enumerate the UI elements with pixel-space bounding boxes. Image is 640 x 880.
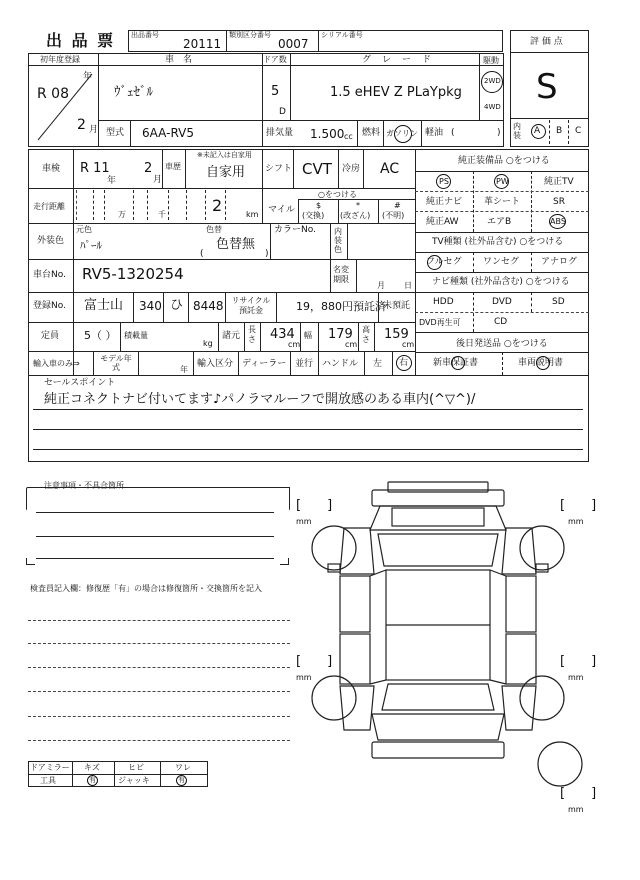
plate-class: 340 xyxy=(139,299,162,313)
first-reg-year-unit: 年 xyxy=(83,72,93,82)
fuel-paren-close: ) xyxy=(497,128,501,138)
mileage-star: * xyxy=(356,201,360,210)
grade-label: グ レ ー ド xyxy=(362,55,433,65)
door-count: 5 xyxy=(271,84,280,99)
caution-label: 注意事項・不具合箇所 xyxy=(44,481,124,490)
orig-color-label: 元色 xyxy=(76,225,92,234)
model-label: 型式 xyxy=(106,128,125,138)
width-value: 179 xyxy=(328,327,353,342)
inspection-month-unit: 月 xyxy=(153,175,163,185)
scratch-label: キズ xyxy=(84,763,100,772)
fuel-diesel: 軽油 xyxy=(425,128,444,138)
mileage-man-unit: 万 xyxy=(118,210,126,219)
navi-sd: SD xyxy=(552,297,565,307)
serial-label: シリアル番号 xyxy=(321,31,363,39)
mm-bracket-front-left: [ ] xyxy=(296,498,333,513)
mm-label-rear-left: mm xyxy=(296,673,312,682)
ac-value: AC xyxy=(380,161,400,177)
navi-hdd: HDD xyxy=(433,297,454,307)
name-change-month: 月 xyxy=(377,281,385,290)
fuel-label: 燃料 xyxy=(362,128,381,138)
plate-number: 8448 xyxy=(193,299,224,313)
tv-oneseg: ワンセグ xyxy=(483,257,520,267)
fuel-paren-open: ( xyxy=(451,128,455,138)
equip-aw: 純正AW xyxy=(426,217,459,227)
handle-label: ハンドル xyxy=(322,359,359,369)
mileage-dollar-sub: (交換) xyxy=(302,211,325,220)
score-label: 評 価 点 xyxy=(530,37,563,47)
jack-label: ジャッキ xyxy=(118,776,150,785)
first-reg-label: 初年度登録 xyxy=(40,55,80,64)
tool-label: 工具 xyxy=(40,776,56,785)
load-label: 積載量 xyxy=(124,331,148,340)
caution-bracket-br xyxy=(280,558,289,565)
tool-have: 有 xyxy=(89,776,96,784)
handle-right: 右 xyxy=(399,358,409,368)
lot-label: 出品番号 xyxy=(131,31,159,39)
cc-value: 1.500 xyxy=(310,127,345,141)
model-value: 6AA-RV5 xyxy=(142,126,194,140)
category-label: 類別区分番号 xyxy=(229,31,271,39)
mile-label: マイル xyxy=(268,205,295,215)
mileage-sen-unit: 千 xyxy=(158,210,166,219)
fuel-gasoline: ガソリン xyxy=(386,129,418,138)
mm-label-spare: mm xyxy=(568,805,584,814)
model-year-unit: 年 xyxy=(180,365,188,374)
navi-dvd-play: DVD再生可 xyxy=(419,318,461,327)
mm-bracket-rear-right: [ ] xyxy=(560,654,597,669)
break-label: ワレ xyxy=(175,763,191,772)
color-change-label: 色替 xyxy=(206,225,222,234)
inspection-label: 車検 xyxy=(42,164,61,174)
inspection-year-unit: 年 xyxy=(107,176,117,186)
chassis-value: RV5-1320254 xyxy=(82,265,184,283)
mm-label-front-left: mm xyxy=(296,517,312,526)
car-body-diagram xyxy=(300,478,590,818)
load-kg-unit: kg xyxy=(203,339,213,348)
length-label: 長さ xyxy=(248,325,256,344)
capacity-value: 5（ ） xyxy=(84,329,117,342)
mm-bracket-spare: [ ] xyxy=(560,786,597,801)
equip-leather: 革シート xyxy=(484,197,521,207)
navi-cd: CD xyxy=(494,317,508,327)
equip-sr: SR xyxy=(553,197,565,207)
equip-pw: PW xyxy=(496,177,509,186)
width-label: 幅 xyxy=(304,331,312,340)
caution-bracket-bl xyxy=(26,558,35,565)
navi-header: ナビ種類 (社外品含む) ○をつける xyxy=(432,277,570,287)
ac-label: 冷房 xyxy=(342,164,361,174)
inspector-label: 検査員記入欄：修復歴「有」の場合は修復箇所・交換箇所を記入 xyxy=(30,584,262,593)
door-type: D xyxy=(279,107,286,117)
inspection-month: 2 xyxy=(144,161,153,176)
height-cm-unit: cm xyxy=(402,340,415,349)
mm-label-front-right: mm xyxy=(568,517,584,526)
drive-2wd: 2WD xyxy=(484,77,501,85)
sales-point-label: セールスポイント xyxy=(44,378,116,388)
orig-color-value: ﾊﾟｰﾙ xyxy=(80,239,102,252)
sales-point-text: 純正コネクトナビ付いてます♪パノラマルーフで開放感のある車内(^▽^)/ xyxy=(44,392,476,407)
interior-color-label: 内装色 xyxy=(334,227,342,254)
inspection-year: R 11 xyxy=(80,161,110,176)
model-year-label: モデル年式 xyxy=(100,354,132,372)
equip-airbag: エアB xyxy=(487,217,512,227)
cc-label: 排気量 xyxy=(266,128,294,138)
first-reg-month: 2 xyxy=(77,117,86,133)
mm-bracket-rear-left: [ ] xyxy=(296,654,333,669)
mm-label-rear-right: mm xyxy=(568,673,584,682)
mm-bracket-front-right: [ ] xyxy=(560,498,597,513)
genuine-header: 純正装備品 ○をつける xyxy=(458,156,550,166)
equip-tv: 純正TV xyxy=(544,177,574,187)
plate-label: 登録No. xyxy=(33,301,66,311)
recycle-none: 未預託 xyxy=(383,301,411,311)
interior-b: B xyxy=(556,126,563,136)
later-warranty: 新車保証書 xyxy=(433,358,479,368)
mileage-hash-sub: (不明) xyxy=(382,211,405,220)
equip-abs: ABS xyxy=(550,217,566,226)
later-manual: 車両説明書 xyxy=(518,358,564,368)
recycle-label: リサイクル預託金 xyxy=(231,296,271,315)
dealer-option: ディーラー xyxy=(242,359,287,369)
lot-number: 20111 xyxy=(183,37,222,51)
jack-have: 有 xyxy=(178,776,185,784)
door-label: ドア数 xyxy=(263,55,287,64)
recycle-value: 19，880円預託済 xyxy=(296,300,386,313)
score-value: S xyxy=(536,67,558,107)
mileage-dollar: $ xyxy=(316,201,322,210)
interior-label: 内装 xyxy=(513,122,521,140)
length-value: 434 xyxy=(270,327,295,342)
mileage-hash: # xyxy=(394,201,401,210)
cc-unit: cc xyxy=(344,132,353,141)
form-title: 出 品 票 xyxy=(46,31,116,50)
plate-area: 富士山 xyxy=(84,298,124,313)
handle-left: 左 xyxy=(373,359,383,369)
height-value: 159 xyxy=(384,327,409,342)
drive-4wd: 4WD xyxy=(484,103,501,111)
name-change-label: 名変期限 xyxy=(333,265,349,284)
import-div-label: 輸入区分 xyxy=(197,359,234,369)
category-number: 0007 xyxy=(278,37,309,51)
color-paren-open: ( xyxy=(200,249,204,259)
mark-note: ○をつける xyxy=(318,190,357,199)
interior-c: C xyxy=(575,126,582,136)
shift-label: シフト xyxy=(265,164,293,174)
mileage-km-unit: km xyxy=(246,210,259,219)
mirror-label: ドアミラー xyxy=(30,763,70,772)
crack-label: ヒビ xyxy=(128,763,144,772)
length-cm-unit: cm xyxy=(288,340,301,349)
later-header: 後日発送品 ○をつける xyxy=(456,339,548,349)
shift-value: CVT xyxy=(302,160,332,178)
use-note: ※未記入は自家用 xyxy=(197,151,252,159)
equip-navi: 純正ナビ xyxy=(426,197,463,207)
color-paren-close: ) xyxy=(265,249,269,259)
color-label: 外装色 xyxy=(37,236,65,246)
car-name: ｳﾞｪｾﾞﾙ xyxy=(114,85,153,100)
mileage-star-sub: (改ざん) xyxy=(340,211,371,220)
tv-analog: アナログ xyxy=(541,257,578,267)
navi-dvd: DVD xyxy=(492,297,512,307)
width-cm-unit: cm xyxy=(345,340,358,349)
color-no-label: カラーNo. xyxy=(274,225,316,235)
tv-fullseg: フルセグ xyxy=(426,257,462,267)
equip-ps: PS xyxy=(439,177,449,186)
mileage-value: 2 xyxy=(212,196,223,215)
mileage-label: 走行距離 xyxy=(33,202,65,211)
tv-header: TV種類 (社外品含む) ○をつける xyxy=(432,237,564,247)
first-reg-month-unit: 月 xyxy=(89,125,99,135)
name-change-day: 日 xyxy=(404,281,412,290)
first-reg-era: R 08 xyxy=(37,86,69,102)
use-value: 自家用 xyxy=(206,165,246,180)
car-name-label: 車 名 xyxy=(165,55,193,65)
height-label: 高さ xyxy=(362,325,370,344)
diagonal-slash xyxy=(32,68,99,144)
chassis-label: 車台No. xyxy=(33,270,66,280)
import-label: 輸入車のみ⇒ xyxy=(33,359,80,368)
grade-value: 1.5 eHEV Z PLaYpkg xyxy=(330,85,462,100)
dim-label: 諸元 xyxy=(222,331,241,341)
color-change-value: 色替無 xyxy=(216,237,256,252)
caution-bracket xyxy=(26,487,290,578)
drive-label: 駆動 xyxy=(483,56,499,65)
interior-a: A xyxy=(534,126,541,136)
capacity-label: 定員 xyxy=(41,331,60,341)
plate-kana: ひ xyxy=(170,298,184,313)
use-label: 車歴 xyxy=(165,162,181,171)
parallel-option: 並行 xyxy=(295,359,314,369)
